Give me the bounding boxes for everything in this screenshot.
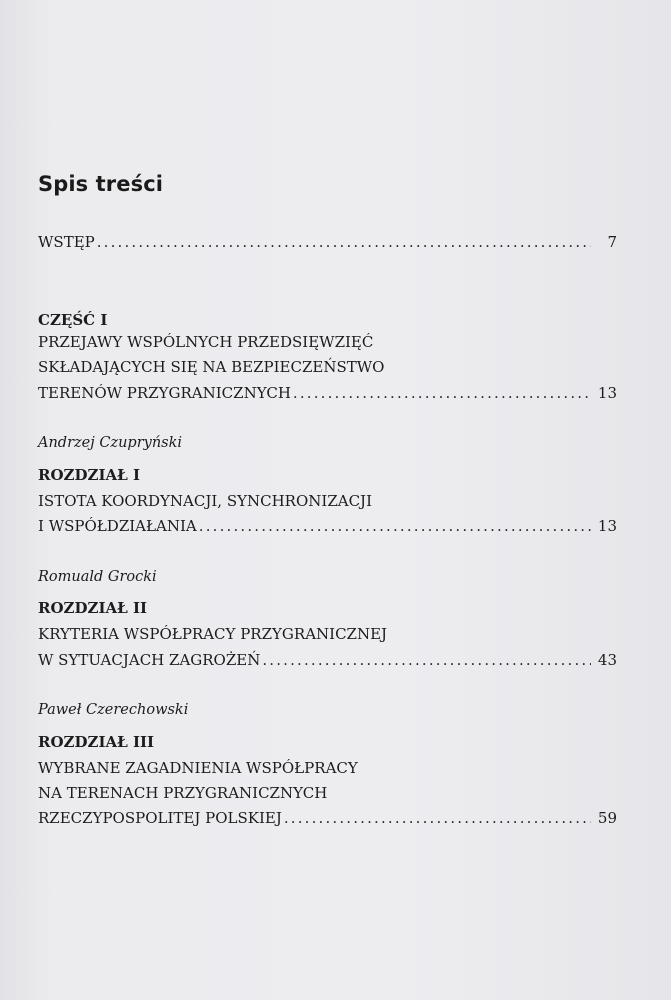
part-title-line: TERENÓW PRZYGRANICZNYCH (38, 384, 291, 402)
chapter-title-line: ISTOTA KOORDYNACJI, SYNCHRONIZACJI (38, 492, 372, 510)
page-number: 13 (597, 384, 617, 402)
leader-dots (199, 517, 591, 535)
page-number: 59 (597, 809, 617, 827)
chapter-title-line: WYBRANE ZAGADNIENIA WSPÓŁPRACY (38, 759, 358, 777)
chapter-label: ROZDZIAŁ II (38, 599, 147, 617)
chapter-author: Romuald Grocki (38, 569, 157, 585)
toc-entry-chapter-3 (38, 809, 617, 827)
chapter-title-line: NA TERENACH PRZYGRANICZNYCH (38, 784, 328, 802)
page-number: 13 (597, 517, 617, 535)
leader-dots (262, 651, 591, 669)
toc-entry-intro (38, 233, 617, 251)
chapter-label: ROZDZIAŁ I (38, 466, 140, 484)
part-title-line: SKŁADAJĄCYCH SIĘ NA BEZPIECZEŃSTWO (38, 358, 385, 376)
toc-heading: Spis treści (38, 172, 164, 196)
page-number: 7 (607, 233, 617, 251)
chapter-title-line: KRYTERIA WSPÓŁPRACY PRZYGRANICZNEJ (38, 625, 388, 643)
entry-title: WSTĘP (38, 233, 95, 251)
chapter-title-line: W SYTUACJACH ZAGROŻEŃ (38, 651, 261, 669)
chapter-author: Paweł Czerechowski (38, 702, 189, 718)
chapter-title-line: I WSPÓŁDZIAŁANIA (38, 517, 197, 535)
page-number: 43 (597, 651, 617, 669)
toc-entry-part (38, 384, 617, 402)
leader-dots (293, 384, 591, 402)
chapter-label: ROZDZIAŁ III (38, 733, 155, 751)
toc-entry-chapter-1 (38, 517, 617, 535)
chapter-author: Andrzej Czupryński (38, 435, 183, 451)
chapter-title-line: RZECZYPOSPOLITEJ POLSKIEJ (38, 809, 282, 827)
part-label: CZĘŚĆ I (38, 311, 108, 329)
leader-dots (97, 233, 591, 251)
part-title-line: PRZEJAWY WSPÓLNYCH PRZEDSIĘWZIĘĆ (38, 333, 374, 351)
toc-entry-chapter-2 (38, 651, 617, 669)
leader-dots (284, 809, 591, 827)
